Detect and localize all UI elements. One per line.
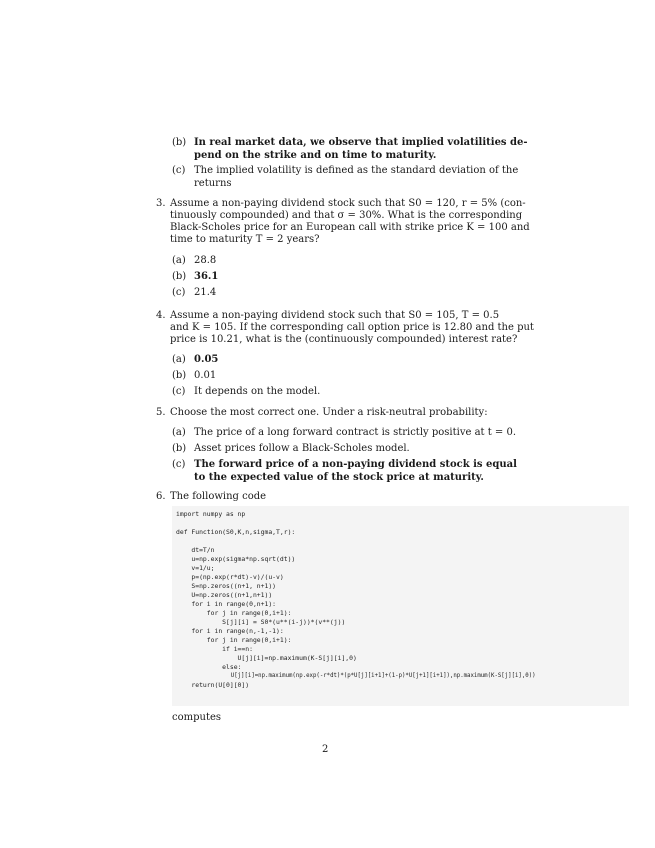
- q2-option-b-line1: In real market data, we observe that implied volatilities de-: [194, 137, 528, 148]
- q4-number: 4.: [156, 310, 166, 321]
- q4-option-a-text: 0.05: [194, 354, 219, 365]
- code-line: def Function(S0,K,n,sigma,T,r):: [176, 528, 296, 536]
- code-line: for j in range(0,i+1):: [176, 609, 292, 617]
- q2-option-c-line2: returns: [194, 178, 232, 189]
- q5-option-c-label: (c): [172, 459, 186, 470]
- q5-number: 5.: [156, 407, 166, 418]
- code-line: S=np.zeros((n+1, n+1)): [176, 582, 277, 590]
- code-line: if i==n:: [176, 645, 253, 653]
- q2-option-c-label: (c): [172, 165, 186, 176]
- q4-line1: Assume a non-paying dividend stock such that S0 = 105, T = 0.5: [170, 310, 500, 321]
- q4-option-b-text: 0.01: [194, 370, 217, 381]
- q3-line1: Assume a non-paying dividend stock such that S0 = 120, r = 5% (con-: [170, 198, 526, 209]
- q5-option-b-text: Asset prices follow a Black-Scholes model.: [194, 443, 410, 454]
- q3-line4: time to maturity T = 2 years?: [170, 234, 320, 245]
- q6-after-text: computes: [172, 712, 222, 723]
- code-line: U=np.zeros((n+1,n+1)): [176, 591, 273, 599]
- q4-option-b-label: (b): [172, 370, 187, 381]
- q4-line3: price is 10.21, what is the (continuously compounded) interest rate?: [170, 334, 518, 345]
- code-line: for i in range(0,n+1):: [176, 600, 277, 608]
- q2-option-c-line1: The implied volatility is defined as the standard deviation of the: [194, 165, 519, 176]
- code-line: v=1/u;: [176, 564, 215, 572]
- q3-option-b-text: 36.1: [194, 271, 219, 282]
- q5-option-a-label: (a): [172, 427, 186, 438]
- code-line: p=(np.exp(r*dt)-v)/(u-v): [176, 573, 284, 581]
- code-line: U[j][i]=np.maximum(K-S[j][i],0): [176, 654, 357, 662]
- code-line: for i in range(n,-1,-1):: [176, 627, 284, 635]
- q4-option-c-label: (c): [172, 386, 186, 397]
- q5-option-b-label: (b): [172, 443, 187, 454]
- code-line: return(U[0][0]): [176, 681, 250, 689]
- q2-option-b-line2: pend on the strike and on time to maturity.: [194, 150, 437, 161]
- code-line: import numpy as np: [176, 510, 246, 518]
- q3-line3: Black-Scholes price for an European call with strike price K = 100 and: [170, 222, 530, 233]
- q2-option-b-label: (b): [172, 137, 187, 148]
- q6-number: 6.: [156, 491, 166, 502]
- q4-option-a-label: (a): [172, 354, 186, 365]
- code-line: u=np.exp(sigma*np.sqrt(dt)): [176, 555, 296, 563]
- code-line: S[j][i] = S0*(u**(i-j))*(v**(j)): [176, 618, 346, 626]
- q4-option-c-text: It depends on the model.: [194, 386, 321, 397]
- q3-option-a-label: (a): [172, 255, 186, 266]
- q5-line1: Choose the most correct one. Under a risk-neutral probability:: [170, 407, 488, 418]
- q3-number: 3.: [156, 198, 166, 209]
- q3-option-b-label: (b): [172, 271, 187, 282]
- q3-option-c-text: 21.4: [194, 287, 217, 298]
- code-block: [172, 506, 629, 706]
- q3-option-a-text: 28.8: [194, 255, 217, 266]
- q3-option-c-label: (c): [172, 287, 186, 298]
- q5-option-a-text: The price of a long forward contract is strictly positive at t = 0.: [194, 427, 517, 438]
- q3-line2: tinuously compounded) and that σ = 30%. What is the corresponding: [170, 210, 523, 221]
- q4-line2: and K = 105. If the corresponding call option price is 12.80 and the put: [170, 322, 534, 333]
- code-line: for j in range(0,i+1):: [176, 636, 292, 644]
- q6-line1: The following code: [170, 491, 267, 502]
- q5-option-c-line2: to the expected value of the stock price at maturity.: [194, 472, 484, 483]
- code-line: dt=T/n: [176, 546, 215, 554]
- code-line: U[j][i]=np.maximum(np.exp(-r*dt)*(p*U[j][i+1]+(1-p)*U[j+1][i+1]),np.maximum(K-S[j][i],0)): [176, 673, 536, 679]
- q5-option-c-line1: The forward price of a non-paying dividend stock is equal: [194, 459, 517, 470]
- code-line: else:: [176, 663, 242, 671]
- page-number: 2: [322, 744, 329, 755]
